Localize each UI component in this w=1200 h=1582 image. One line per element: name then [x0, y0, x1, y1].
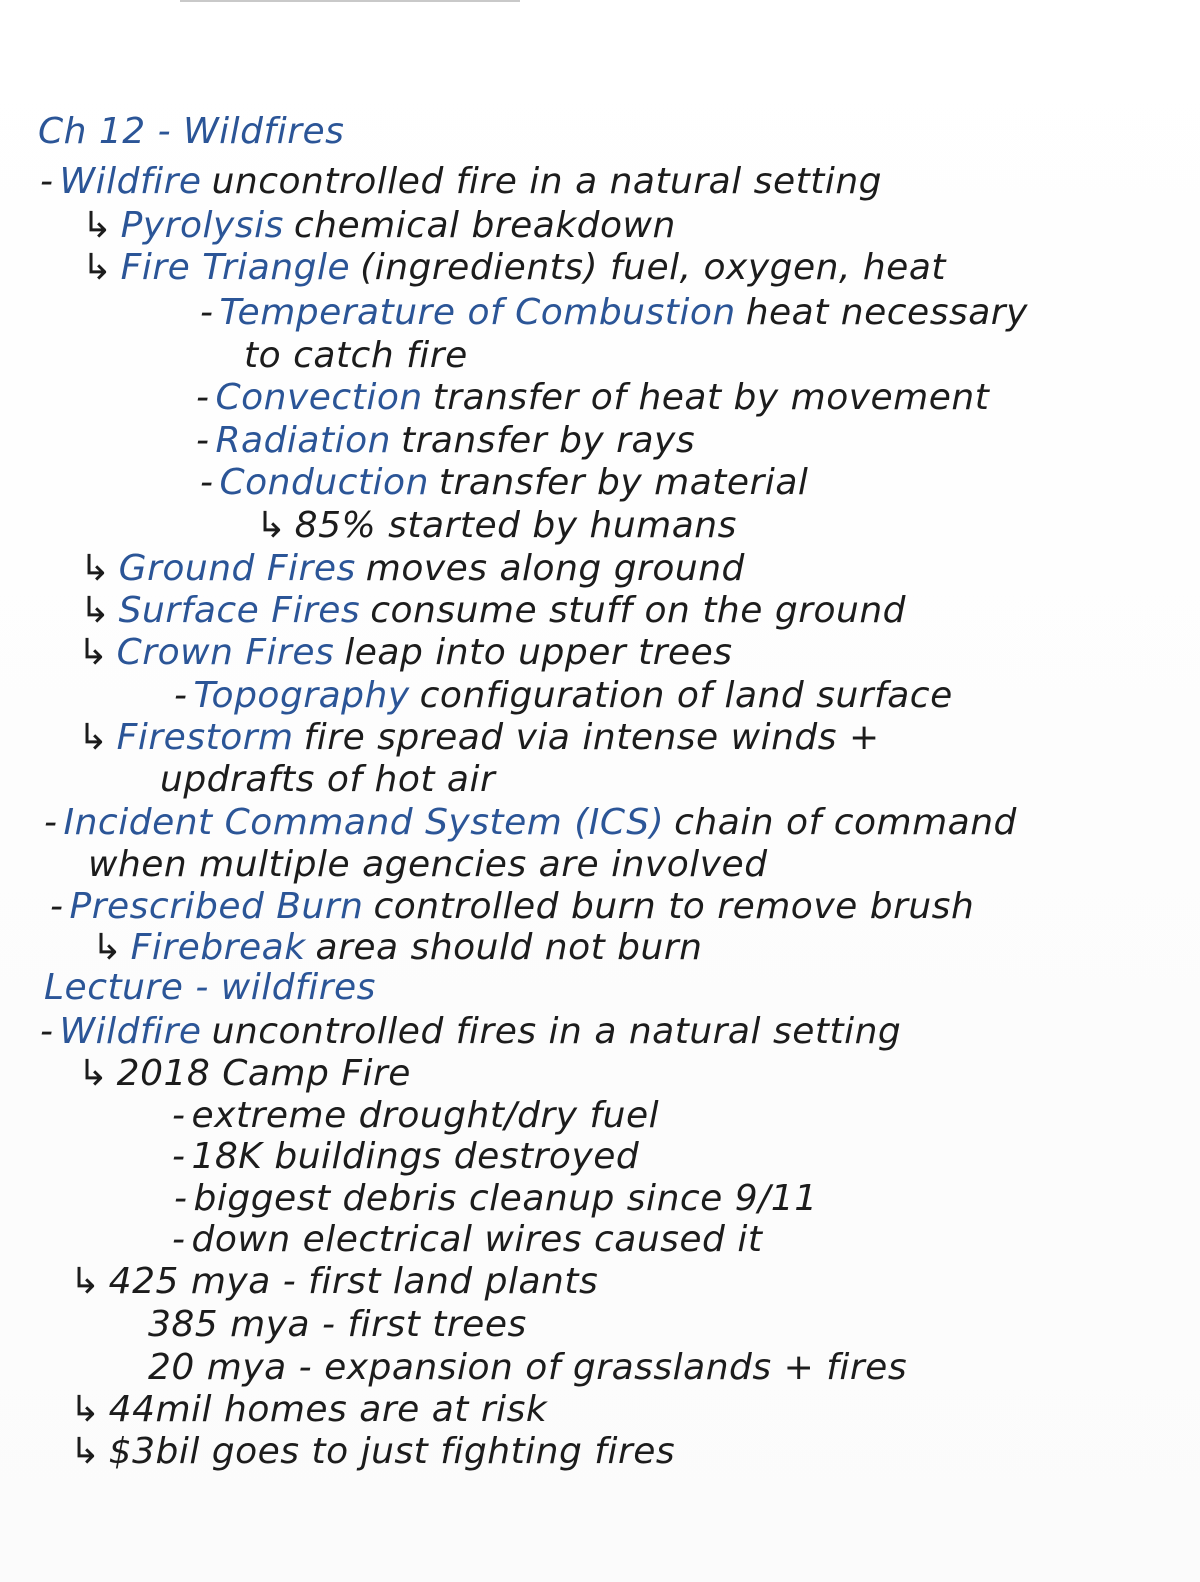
term-pyrolysis: Pyrolysis: [120, 205, 284, 246]
dash-marker: -: [172, 1136, 186, 1177]
hook-arrow-icon: ↳: [70, 1431, 101, 1472]
definition-firestorm: fire spread via intense winds +: [303, 717, 880, 758]
note-line-continuation: [160, 760, 495, 800]
bullet-text: biggest debris cleanup since 9/11: [193, 1178, 818, 1219]
definition-firebreak: area should not burn: [315, 927, 703, 968]
note-line-continuation: [88, 845, 768, 885]
bullet-text: 18K buildings destroyed: [191, 1136, 640, 1177]
note-line-crown-fires: [78, 633, 733, 673]
note-line-85-percent: [256, 506, 737, 546]
hook-arrow-icon: ↳: [78, 632, 109, 673]
fact-text: $3bil goes to just fighting fires: [108, 1431, 676, 1472]
definition-crown-fires: leap into upper trees: [344, 632, 733, 673]
note-line-convection: [196, 378, 989, 418]
note-line-bullet: [172, 1220, 762, 1260]
bullet-text: extreme drought/dry fuel: [191, 1095, 660, 1136]
note-line-radiation: [196, 421, 695, 461]
bullet-text: down electrical wires caused it: [191, 1219, 763, 1260]
dash-marker: -: [172, 1095, 186, 1136]
term-ground-fires: Ground Fires: [118, 548, 356, 589]
hook-arrow-icon: ↳: [70, 1389, 101, 1430]
note-line-fire-triangle: [82, 248, 946, 288]
page-top-edge: [180, 0, 520, 2]
term-surface-fires: Surface Fires: [118, 590, 361, 631]
dash-marker: -: [200, 292, 214, 333]
definition-prescribed-burn: controlled burn to remove brush: [373, 886, 975, 927]
fact-text: 44mil homes are at risk: [108, 1389, 548, 1430]
dash-marker: -: [174, 675, 188, 716]
note-line-timeline: [70, 1262, 598, 1302]
term-convection: Convection: [215, 377, 423, 418]
fact-85-percent: 85% started by humans: [294, 505, 737, 546]
term-wildfire: Wildfire: [59, 1011, 202, 1052]
term-prescribed-burn: Prescribed Burn: [69, 886, 364, 927]
term-ics: Incident Command System (ICS): [63, 802, 665, 843]
hook-arrow-icon: ↳: [78, 717, 109, 758]
note-line-wildfire-lecture: [40, 1012, 901, 1052]
timeline-text: 385 mya - first trees: [148, 1304, 527, 1345]
term-fire-triangle: Fire Triangle: [120, 247, 351, 288]
term-conduction: Conduction: [219, 462, 429, 503]
dash-marker: -: [196, 420, 210, 461]
note-line-ground-fires: [80, 549, 745, 589]
note-line-topography: [174, 676, 953, 716]
term-crown-fires: Crown Fires: [116, 632, 335, 673]
term-temperature-of-combustion: Temperature of Combustion: [219, 292, 736, 333]
definition-ground-fires: moves along ground: [365, 548, 745, 589]
dash-marker: -: [196, 377, 210, 418]
note-line-wildfire: [40, 162, 882, 202]
term-radiation: Radiation: [215, 420, 391, 461]
hook-arrow-icon: ↳: [256, 505, 287, 546]
dash-marker: -: [200, 462, 214, 503]
definition-fire-triangle: (ingredients) fuel, oxygen, heat: [360, 247, 947, 288]
term-firebreak: Firebreak: [130, 927, 306, 968]
note-line-surface-fires: [80, 591, 906, 631]
hook-arrow-icon: ↳: [70, 1261, 101, 1302]
definition-radiation: transfer by rays: [400, 420, 696, 461]
term-firestorm: Firestorm: [116, 717, 294, 758]
dash-marker: -: [44, 802, 58, 843]
definition-ics: chain of command: [674, 802, 1017, 843]
dash-marker: -: [172, 1219, 186, 1260]
note-line-homes-at-risk: [70, 1390, 547, 1430]
note-line-temperature-of-combustion: [200, 293, 1028, 333]
dash-marker: -: [40, 161, 54, 202]
note-line-pyrolysis: [82, 206, 676, 246]
hook-arrow-icon: ↳: [92, 927, 123, 968]
note-line-timeline: [148, 1348, 907, 1388]
definition-surface-fires: consume stuff on the ground: [370, 590, 907, 631]
hook-arrow-icon: ↳: [82, 205, 113, 246]
continuation-text: when multiple agencies are involved: [88, 844, 768, 885]
definition-conduction: transfer by material: [438, 462, 809, 503]
continuation-text: updrafts of hot air: [160, 759, 496, 800]
chapter-heading: Ch 12 - Wildfires: [38, 111, 345, 152]
definition-wildfire: uncontrolled fire in a natural setting: [211, 161, 882, 202]
definition-topography: configuration of land surface: [419, 675, 953, 716]
dash-marker: -: [174, 1178, 188, 1219]
note-line-bullet: [172, 1137, 639, 1177]
note-line-ics: [44, 803, 1017, 843]
note-line-firebreak: [92, 928, 702, 968]
note-line-timeline: [148, 1305, 527, 1345]
term-wildfire: Wildfire: [59, 161, 202, 202]
note-line-camp-fire: [78, 1054, 411, 1094]
definition-pyrolysis: chemical breakdown: [293, 205, 676, 246]
dash-marker: -: [40, 1011, 54, 1052]
note-line-bullet: [172, 1096, 659, 1136]
note-line-prescribed-burn: [50, 887, 974, 927]
timeline-text: 20 mya - expansion of grasslands + fires: [148, 1347, 908, 1388]
dash-marker: -: [50, 886, 64, 927]
hook-arrow-icon: ↳: [82, 247, 113, 288]
lecture-heading: Lecture - wildfires: [44, 967, 376, 1008]
timeline-text: 425 mya - first land plants: [108, 1261, 599, 1302]
camp-fire-text: 2018 Camp Fire: [116, 1053, 411, 1094]
note-line-firestorm: [78, 718, 880, 758]
note-line-conduction: [200, 463, 808, 503]
note-line-fighting-fires: [70, 1432, 675, 1472]
hook-arrow-icon: ↳: [80, 548, 111, 589]
term-topography: Topography: [193, 675, 410, 716]
definition-wildfire: uncontrolled fires in a natural setting: [211, 1011, 902, 1052]
definition-temperature-of-combustion: heat necessary: [745, 292, 1028, 333]
hook-arrow-icon: ↳: [80, 590, 111, 631]
continuation-text: to catch fire: [244, 335, 468, 376]
definition-convection: transfer of heat by movement: [432, 377, 990, 418]
hook-arrow-icon: ↳: [78, 1053, 109, 1094]
note-line-bullet: [174, 1179, 818, 1219]
note-line-continuation: [244, 336, 468, 376]
